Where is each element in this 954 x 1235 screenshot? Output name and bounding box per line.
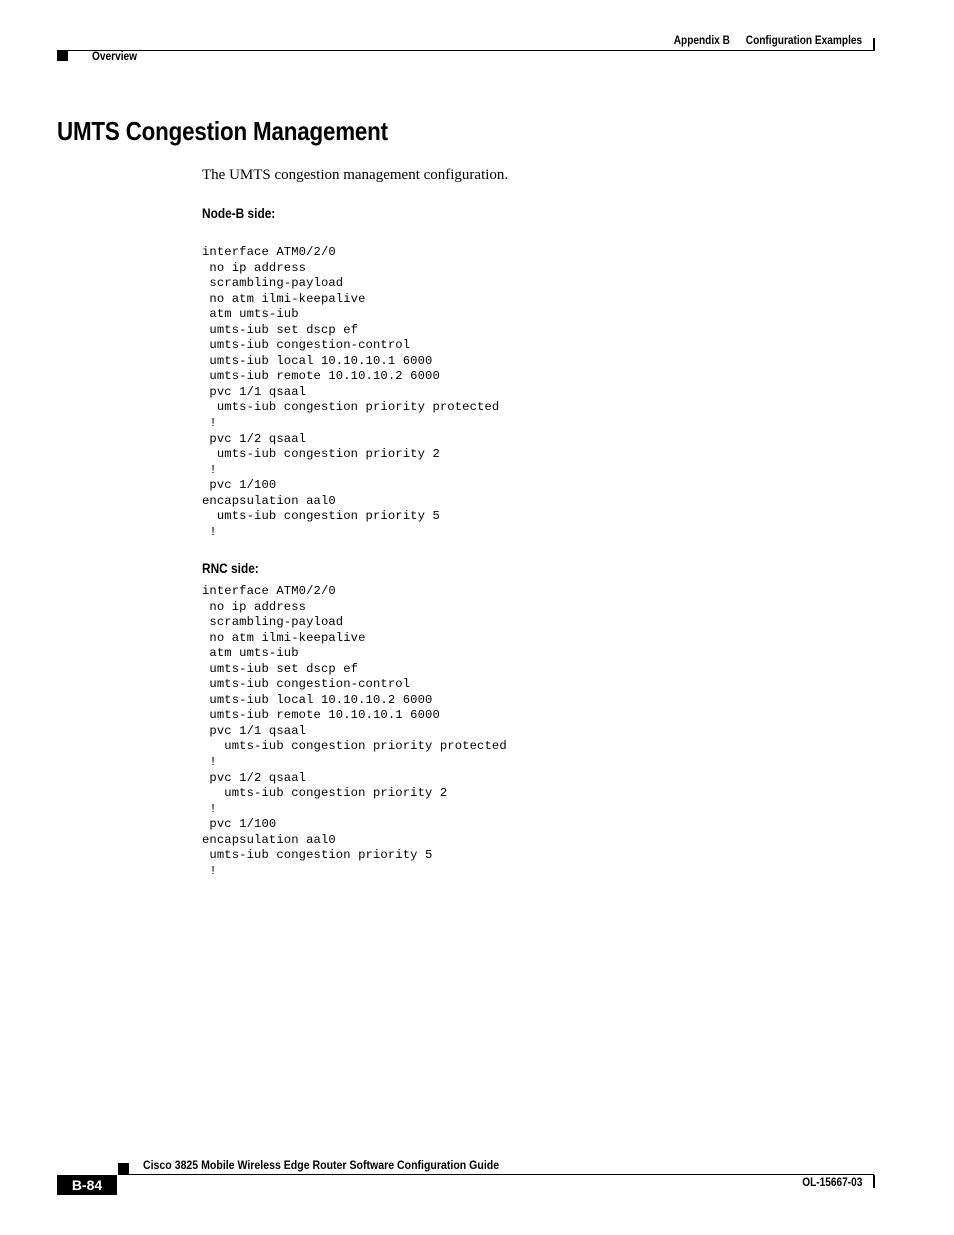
footer-rule <box>118 1174 874 1175</box>
header-marker-square <box>57 51 68 61</box>
node-b-heading: Node-B side: <box>202 206 276 221</box>
node-b-config-code: interface ATM0/2/0 no ip address scrambling-payload no atm ilmi-keepalive atm umts-iub umts-iub set dscp ef umts-iub congestion-control umts-iub local 10.10.10.1 6000 umts-iub remote 10.10.10.2 6000 pvc 1/1 qsaal umts-iub congestion priority protected ! pvc 1/2 qsaal umts-iub congestion priority 2 ! pvc 1/100 encapsulation aal0 umts-iub congestion priority 5 ! <box>202 245 500 539</box>
page-number-badge <box>57 1175 117 1195</box>
header-rule <box>57 50 874 51</box>
chapter-title: Configuration Examples <box>745 35 862 47</box>
page-title: UMTS Congestion Management <box>57 116 388 146</box>
header-tick-mark <box>873 38 875 51</box>
rnc-config-code: interface ATM0/2/0 no ip address scrambling-payload no atm ilmi-keepalive atm umts-iub umts-iub set dscp ef umts-iub congestion-control umts-iub local 10.10.10.2 6000 umts-iub remote 10.10.10.1 6000 pvc 1/1 qsaal umts-iub congestion priority protected ! pvc 1/2 qsaal umts-iub congestion priority 2 ! pvc 1/100 encapsulation aal0 umts-iub congestion priority 5 ! <box>202 584 507 878</box>
page-number: B-84 <box>71 1177 103 1193</box>
guide-title: Cisco 3825 Mobile Wireless Edge Router Software Configuration Guide <box>143 1158 500 1172</box>
footer-marker-square <box>118 1163 129 1174</box>
document-number: OL-15667-03 <box>801 1177 862 1189</box>
appendix-label: Appendix B <box>673 35 730 47</box>
intro-paragraph: The UMTS congestion management configuration. <box>202 167 509 183</box>
footer-tick-mark <box>873 1175 875 1188</box>
rnc-heading: RNC side: <box>202 561 259 576</box>
running-header <box>674 35 862 47</box>
section-label: Overview <box>92 51 138 63</box>
